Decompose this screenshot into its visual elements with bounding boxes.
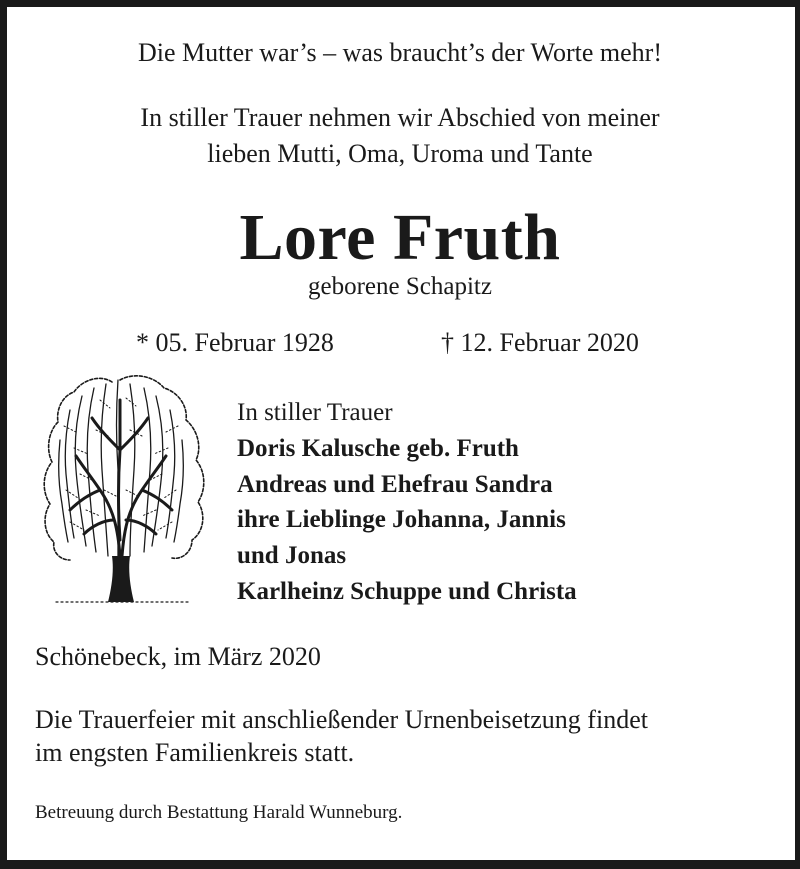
death-date: † 12. Februar 2020	[441, 328, 639, 357]
ceremony-line-2: im engsten Familienkreis statt.	[35, 738, 355, 767]
motto-line: Die Mutter war’s – was braucht’s der Worte mehr!	[137, 38, 662, 67]
birth-date: * 05. Februar 1928	[136, 328, 334, 357]
maiden-name: geborene Schapitz	[308, 273, 492, 300]
intro-line-2: lieben Mutti, Oma, Uroma und Tante	[207, 139, 593, 168]
mourners-heading: In stiller Trauer	[237, 399, 393, 426]
mourner-line: Andreas und Ehefrau Sandra	[237, 470, 553, 498]
funeral-home-credit: Betreuung durch Bestattung Harald Wunneburg.	[35, 802, 403, 823]
mourner-line: und Jonas	[237, 542, 347, 570]
weeping-tree-icon	[30, 370, 215, 614]
ceremony-line-1: Die Trauerfeier mit anschließender Urnenbeisetzung findet	[35, 705, 648, 734]
place-and-date: Schönebeck, im März 2020	[35, 642, 321, 671]
mourner-line: ihre Lieblinge Johanna, Jannis	[237, 506, 566, 534]
mourner-line: Doris Kalusche geb. Fruth	[237, 434, 519, 462]
mourners-block	[237, 395, 577, 610]
deceased-name: Lore Fruth	[239, 201, 561, 274]
intro-line-1: In stiller Trauer nehmen wir Abschied von meiner	[140, 103, 660, 132]
mourner-line: Karlheinz Schuppe und Christa	[237, 577, 577, 605]
